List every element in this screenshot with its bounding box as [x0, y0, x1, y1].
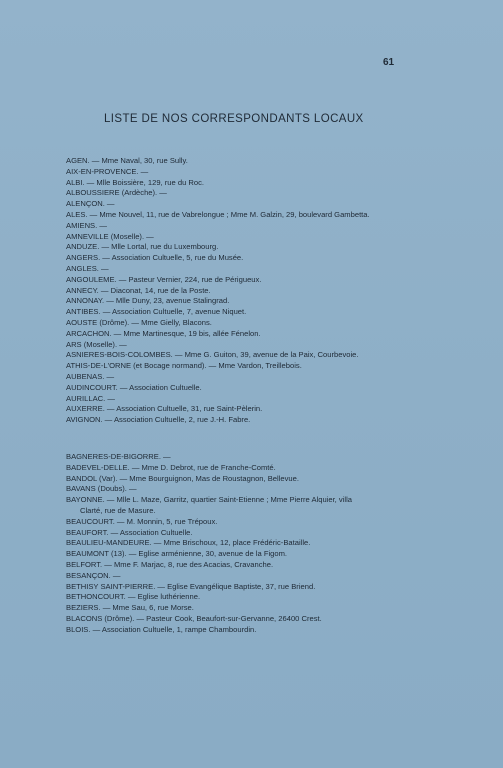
list-item: ARS (Moselle). —: [66, 339, 127, 349]
list-item: BETHONCOURT. — Eglise luthérienne.: [66, 592, 201, 602]
list-item: BEAUCOURT. — M. Monnin, 5, rue Trépoux.: [66, 516, 218, 526]
list-item: BEAUMONT (13). — Eglise arménienne, 30, avenue de la Figom.: [66, 549, 288, 559]
list-item: BANDOL (Var). — Mme Bourguignon, Mas de Roustagnon, Bellevue.: [66, 473, 299, 483]
list-item: BAGNERES-DE-BIGORRE. —: [66, 452, 171, 461]
list-item-continuation: Clarté, rue de Masure.: [80, 505, 156, 515]
list-item: AURILLAC. —: [66, 393, 115, 403]
list-item: BESANÇON. —: [66, 570, 121, 580]
list-item: ANDUZE. — Mlle Lortal, rue du Luxembourg.: [66, 242, 219, 252]
list-item: BEZIERS. — Mme Sau, 6, rue Morse.: [66, 603, 194, 613]
list-item: ARCACHON. — Mme Martinesque, 19 bis, allée Fénelon.: [66, 328, 261, 338]
list-item: BEAUFORT. — Association Cultuelle.: [66, 527, 193, 537]
list-item: AMIENS. —: [66, 220, 107, 230]
list-item: ANNONAY. — Mlle Duny, 23, avenue Stalingrad.: [66, 296, 230, 306]
list-item: AUBENAS. —: [66, 371, 115, 381]
list-item: ALES. — Mme Nouvel, 11, rue de Vabrelongue ; Mme M. Galzin, 29, boulevard Gambetta.: [66, 209, 370, 219]
list-item: ATHIS-DE-L'ORNE (et Bocage normand). — Mme Vardon, Treillebois.: [66, 361, 302, 371]
page-number: 61: [383, 57, 395, 68]
entries-section-b: [66, 452, 426, 636]
list-item: ANNECY. — Diaconat, 14, rue de la Poste.: [66, 285, 211, 295]
list-item: BELFORT. — Mme F. Marjac, 8, rue des Acacias, Cravanche.: [66, 559, 274, 569]
list-item: BETHISY SAINT-PIERRE. — Eglise Evangélique Baptiste, 37, rue Briend.: [66, 581, 316, 591]
list-item: ANGOULEME. — Pasteur Vernier, 224, rue de Périgueux.: [66, 274, 262, 284]
list-item: BLACONS (Drôme). — Pasteur Cook, Beaufort-sur-Gervanne, 26400 Crest.: [66, 613, 322, 623]
list-item: AMNEVILLE (Moselle). —: [66, 231, 154, 241]
list-item: BEAULIEU-MANDEURE. — Mme Brischoux, 12, place Frédéric-Bataille.: [66, 538, 311, 548]
page-title: LISTE DE NOS CORRESPONDANTS LOCAUX: [104, 113, 364, 125]
list-item: ASNIERES-BOIS-COLOMBES. — Mme G. Guiton, 39, avenue de la Paix, Courbevoie.: [66, 350, 359, 360]
list-item: AVIGNON. — Association Cultuelle, 2, rue J.-H. Fabre.: [66, 415, 251, 425]
list-item: ALENÇON. —: [66, 199, 115, 209]
list-item: AUDINCOURT. — Association Cultuelle.: [66, 382, 202, 392]
entries-section-a: [66, 156, 426, 426]
list-item: BLOIS. — Association Cultuelle, 1, rampe Chambourdin.: [66, 624, 257, 634]
list-item: BADEVEL-DELLE. — Mme D. Debrot, rue de Franche-Comté.: [66, 462, 276, 472]
list-item: AOUSTE (Drôme). — Mme Gielly, Blacons.: [66, 317, 212, 327]
list-item: AGEN. — Mme Naval, 30, rue Sully.: [66, 156, 188, 165]
list-item: BAYONNE. — Mlle L. Maze, Garritz, quartier Saint-Etienne ; Mme Pierre Alquier, villa: [66, 495, 352, 505]
list-item: BAVANS (Doubs). —: [66, 484, 137, 494]
list-item: ANTIBES. — Association Cultuelle, 7, avenue Niquet.: [66, 307, 247, 317]
list-item: ANGLES. —: [66, 263, 109, 273]
list-item: ANGERS. — Association Cultuelle, 5, rue du Musée.: [66, 253, 244, 263]
list-item: AIX-EN-PROVENCE. —: [66, 166, 149, 176]
list-item: AUXERRE. — Association Cultuelle, 31, rue Saint-Pèlerin.: [66, 404, 263, 414]
list-item: ALBOUSSIERE (Ardèche). —: [66, 188, 167, 198]
list-item: ALBI. — Mlle Boissière, 129, rue du Roc.: [66, 177, 205, 187]
